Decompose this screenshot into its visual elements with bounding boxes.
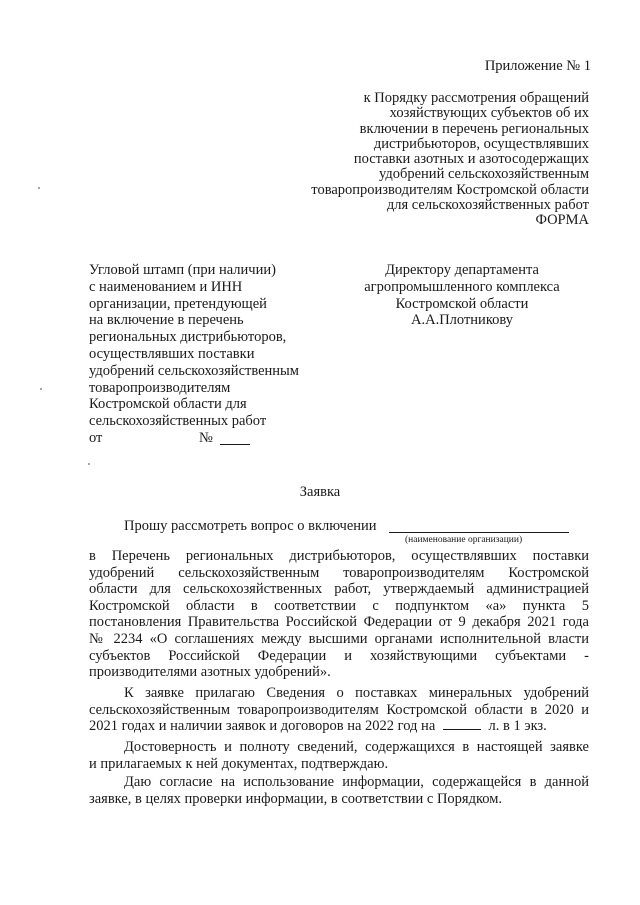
appendix-line: поставки азотных и азотосодержащих	[353, 151, 589, 168]
paragraph-line-with-blank	[89, 717, 547, 735]
appendix-label: Приложение № 1	[484, 58, 591, 74]
number-label: №	[199, 429, 213, 446]
paragraph-line: удобрений сельскохозяйственным товаропроизводителям Костромской	[89, 564, 589, 581]
stamp-date-number-row	[89, 430, 299, 447]
paragraph-line: Достоверность и полноту сведений, содержащихся в настоящей заявке	[124, 739, 589, 755]
stamp-line: осуществлявших поставки	[89, 345, 255, 362]
stamp-line: организации, претендующей	[89, 295, 267, 312]
paragraph-line: К заявке прилагаю Сведения о поставках минеральных удобрений	[124, 685, 589, 701]
paragraph-line: № 2234 «О соглашениях между высшими органами исполнительной власти	[89, 631, 589, 647]
attachment-text: 2021 годах и наличии заявок и договоров на 2022 год на	[89, 718, 436, 734]
from-label: от	[89, 429, 103, 446]
appendix-line: для сельскохозяйственных работ	[386, 197, 589, 214]
appendix-line: к Порядку рассмотрения обращений	[363, 90, 589, 106]
paragraph-line: постановления Правительства Российской Федерации от 9 декабря 2021 года	[89, 614, 589, 631]
appendix-line: товаропроизводителям Костромской области	[311, 181, 589, 198]
paragraph-line: Даю согласие на использование информации, содержащейся в данной	[124, 774, 589, 790]
paragraph-line: заявке, в целях проверки информации, в соответствии с Порядком.	[89, 790, 503, 807]
scan-speck	[40, 388, 42, 390]
stamp-line: на включение в перечень	[89, 312, 244, 329]
stamp-line: удобрений сельскохозяйственным	[89, 362, 299, 379]
addressee-line: Директору департамента	[385, 262, 539, 278]
appendix-line: дистрибьюторов, осуществлявших	[373, 135, 589, 152]
number-blank[interactable]	[220, 432, 250, 445]
corner-stamp	[89, 262, 299, 447]
addressee-line: А.А.Плотникову	[411, 312, 513, 329]
paragraph-line: производителями азотных удобрений».	[89, 664, 331, 681]
scan-speck	[88, 463, 90, 465]
stamp-line: региональных дистрибьюторов,	[89, 329, 287, 346]
paragraph-line: в Перечень региональных дистрибьюторов, осуществлявших поставки	[89, 548, 589, 564]
attachment-suffix: л. в 1 экз.	[488, 718, 547, 734]
appendix-line: удобрений сельскохозяйственным	[379, 166, 589, 183]
appendix-reference	[311, 91, 589, 229]
paragraph-line: сельскохозяйственным товаропроизводителям Костромской области в 2020 и	[89, 701, 589, 718]
addressee-block	[336, 262, 588, 329]
request-intro: Прошу рассмотреть вопрос о включении	[124, 518, 377, 534]
appendix-line: хозяйствующих субъектов об их	[389, 105, 589, 122]
stamp-line: сельскохозяйственных работ	[89, 413, 267, 430]
stamp-line: с наименованием и ИНН	[89, 278, 243, 295]
stamp-line: Костромской области для	[89, 396, 247, 413]
appendix-line: включении в перечень региональных	[359, 120, 589, 137]
form-label: ФОРМА	[535, 212, 589, 229]
organization-name-blank[interactable]	[389, 520, 569, 533]
addressee-line: Костромской области	[395, 295, 529, 312]
scan-speck	[38, 187, 40, 189]
paragraph-line: Костромской области в соответствии с подпунктом «а» пункта 5	[89, 597, 589, 614]
paragraph-line: области для сельскохозяйственных работ, утверждаемый администрацией	[89, 581, 589, 598]
stamp-line: товаропроизводителям	[89, 379, 231, 396]
organization-caption: (наименование организации)	[405, 535, 523, 545]
pages-count-blank[interactable]	[443, 717, 481, 730]
document-title: Заявка	[299, 484, 341, 500]
paragraph-line: и прилагаемых к ней документах, подтверждаю.	[89, 755, 389, 772]
addressee-line: агропромышленного комплекса	[364, 278, 560, 295]
stamp-line: Угловой штамп (при наличии)	[89, 262, 276, 278]
paragraph-line: субъектов Российской Федерации и хозяйствующими субъектами -	[89, 647, 589, 664]
